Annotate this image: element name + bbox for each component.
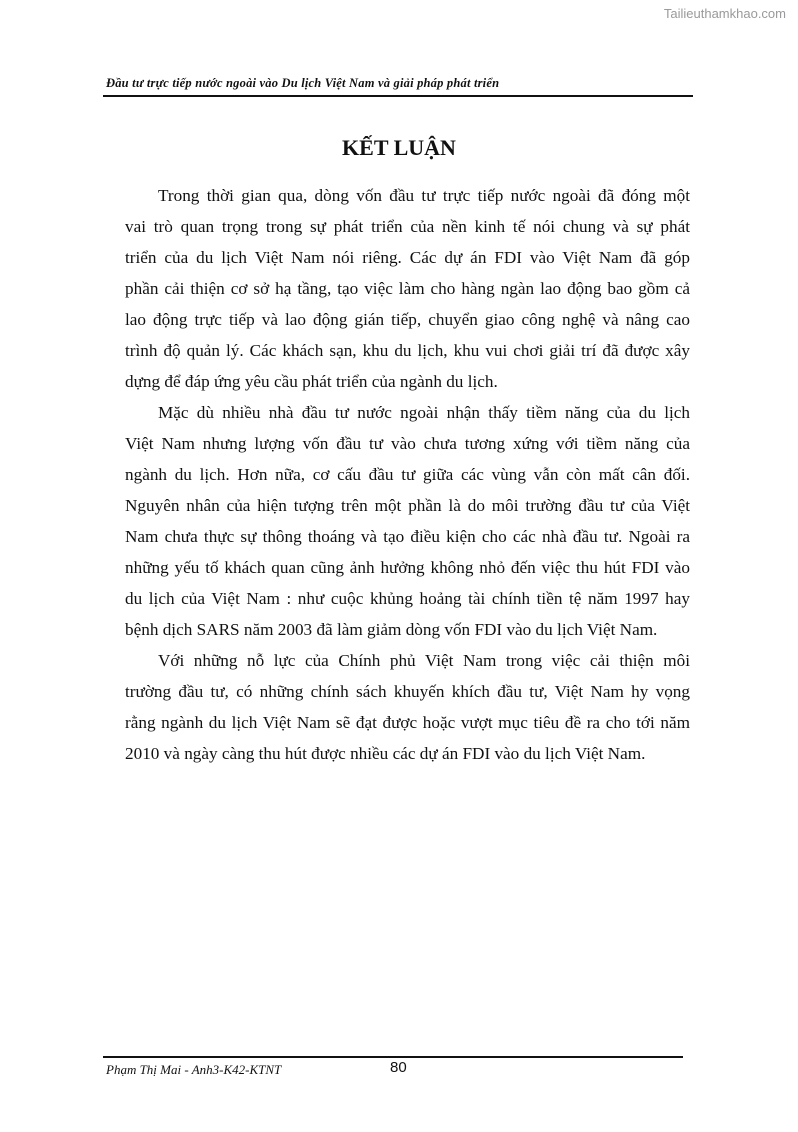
paragraph-line: trình độ quản lý. Các khách sạn, khu du lịch, khu vui chơi giải trí đã được xây [125, 341, 690, 360]
paragraph-line: bệnh dịch SARS năm 2003 đã làm giảm dòng vốn FDI vào du lịch Việt Nam. [125, 620, 658, 639]
paragraph-line: Mặc dù nhiều nhà đầu tư nước ngoài nhận thấy tiềm năng của du lịch [158, 403, 690, 422]
paragraph-line: phần cải thiện cơ sở hạ tầng, tạo việc làm cho hàng ngàn lao động bao gồm cả [125, 279, 690, 298]
paragraph-line: dựng để đáp ứng yêu cầu phát triển của ngành du lịch. [125, 372, 498, 391]
footer-author: Phạm Thị Mai - Anh3-K42-KTNT [106, 1062, 282, 1077]
paragraph-line: Việt Nam nhưng lượng vốn đầu tư vào chưa tương xứng với tiềm năng của [125, 434, 690, 453]
paragraph-line: những yếu tố khách quan cũng ảnh hưởng không nhỏ đến việc thu hút FDI vào [125, 558, 690, 577]
paragraph-line: ngành du lịch. Hơn nữa, cơ cấu đầu tư giữa các vùng vẫn còn mất cân đối. [125, 465, 690, 484]
paragraph-line: triển của du lịch Việt Nam nói riêng. Các dự án FDI vào Việt Nam đã góp [125, 248, 690, 267]
header-rule [103, 95, 693, 97]
page-number: 80 [390, 1059, 407, 1076]
paragraph-line: trường đầu tư, có những chính sách khuyến khích đầu tư, Việt Nam hy vọng [125, 682, 690, 701]
page-title: KẾT LUẬN [342, 135, 456, 160]
paragraph-line: vai trò quan trọng trong sự phát triển của nền kinh tế nói chung và sự phát [125, 217, 690, 236]
footer-rule [103, 1056, 683, 1058]
paragraph-line: 2010 và ngày càng thu hút được nhiều các dự án FDI vào du lịch Việt Nam. [125, 744, 646, 763]
paragraph-line: Nguyên nhân của hiện tượng trên một phần là do môi trường đầu tư của Việt [125, 496, 690, 515]
paragraph-line: du lịch của Việt Nam : như cuộc khủng hoảng tài chính tiền tệ năm 1997 hay [125, 589, 690, 608]
paragraph-line: Với những nỗ lực của Chính phủ Việt Nam trong việc cải thiện môi [158, 651, 690, 670]
running-header: Đầu tư trực tiếp nước ngoài vào Du lịch Việt Nam và giải pháp phát triển [106, 76, 500, 90]
watermark: Tailieuthamkhao.com [663, 6, 786, 21]
paragraph-line: Nam chưa thực sự thông thoáng và tạo điều kiện cho các nhà đầu tư. Ngoài ra [125, 527, 690, 546]
paragraph-line: Trong thời gian qua, dòng vốn đầu tư trực tiếp nước ngoài đã đóng một [158, 186, 690, 205]
paragraph-line: lao động trực tiếp và lao động gián tiếp, chuyển giao công nghệ và nâng cao [125, 310, 690, 329]
paragraph-line: rằng ngành du lịch Việt Nam sẽ đạt được hoặc vượt mục tiêu đề ra cho tới năm [125, 713, 690, 732]
